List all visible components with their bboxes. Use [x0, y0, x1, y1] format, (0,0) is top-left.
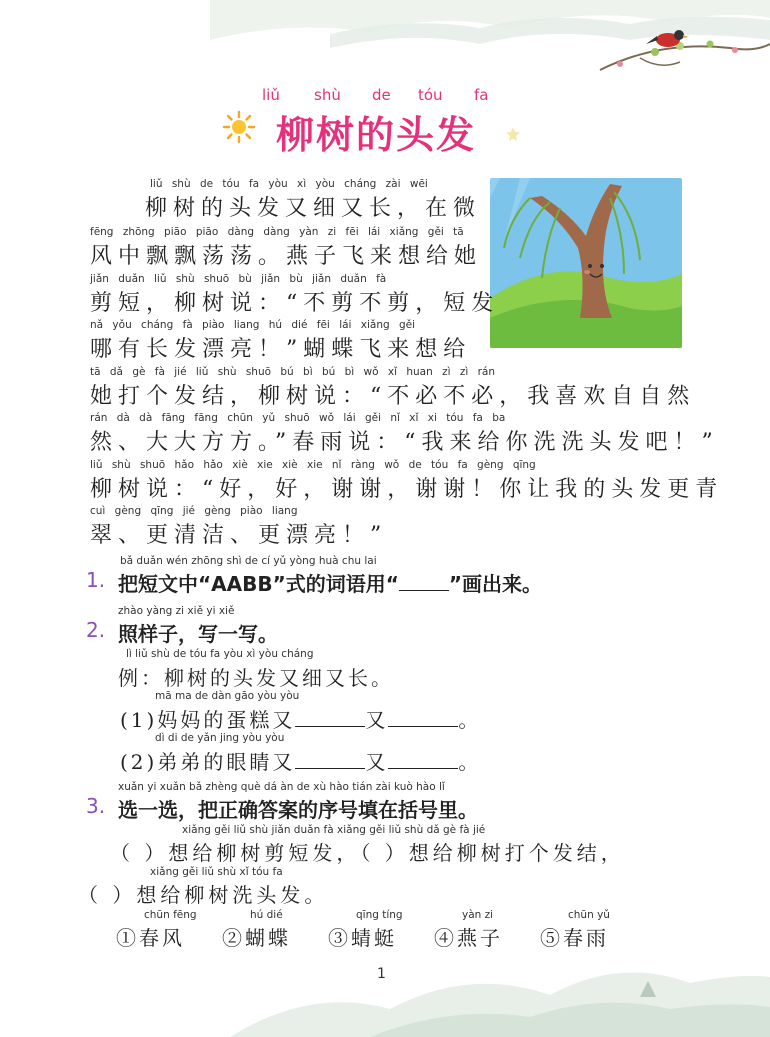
q2-item2-blank2[interactable] — [388, 768, 458, 769]
q2-pinyin: zhào yàng zi xiě yi xiě — [118, 605, 235, 617]
willow-tree-illustration — [490, 178, 682, 348]
q2-item2-pinyin: dì di de yǎn jing yòu yòu — [155, 732, 285, 744]
star-icon — [505, 126, 521, 142]
option-pinyin: chūn fēng — [144, 909, 197, 921]
q2-example-pinyin: lì liǔ shù de tóu fa yòu xì yòu cháng — [126, 648, 314, 660]
answer-option[interactable]: ③蜻蜓 — [328, 926, 397, 950]
passage-line-text: 剪短，柳树说：“不剪不剪，短发 — [90, 291, 500, 316]
passage-line-pinyin: tā dǎ gè fà jié liǔ shù shuō bú bì bú bì wǒ xǐ huan zì zì rán — [90, 366, 496, 378]
passage-line-pinyin: fēng zhōng piāo piāo dàng dàng yàn zi fēi lái xiǎng gěi tā — [90, 226, 464, 238]
ink-landscape-decoration — [210, 0, 770, 110]
answer-option[interactable]: ④燕子 — [434, 926, 503, 950]
answer-option[interactable]: ①春风 — [116, 926, 185, 950]
passage-line-pinyin: jiǎn duǎn liǔ shù shuō bù jiǎn bù jiǎn duǎn fà — [90, 273, 387, 285]
q2-item1: (1)妈妈的蛋糕又 又 。 — [120, 708, 482, 732]
passage-line-pinyin: cuì gèng qīng jié gèng piào liang — [90, 505, 298, 517]
q1-blank[interactable] — [399, 590, 449, 591]
option-pinyin: yàn zi — [462, 909, 494, 921]
passage-line-text: 柳树的头发又细又长，在微 — [145, 196, 482, 221]
sun-icon — [222, 110, 256, 144]
q2-item2: (2)弟弟的眼睛又 又 。 — [120, 750, 482, 774]
q2-text: 照样子，写一写。 — [118, 622, 278, 646]
passage-line-pinyin: liǔ shù de tóu fa yòu xì yòu cháng zài wēi — [150, 178, 428, 190]
q3-pinyin: xuǎn yi xuǎn bǎ zhèng què dá àn de xù hào tián zài kuò hào lǐ — [118, 781, 445, 793]
q3-line2-pinyin: xiǎng gěi liǔ shù xǐ tóu fa — [150, 866, 283, 878]
q3-line2: （ ）想给柳树洗头发。 — [78, 883, 329, 907]
option-pinyin: qīng tíng — [356, 909, 403, 921]
passage-line-pinyin: rán dà dà fāng fāng chūn yǔ shuō wǒ lái gěi nǐ xǐ xi tóu fa ba — [90, 412, 506, 424]
q2-example: 例：柳树的头发又细又长。 — [118, 666, 394, 690]
q3-line1: （ ）想给柳树剪短发，（ ）想给柳树打个发结， — [110, 841, 625, 865]
passage-line-text: 翠、更清洁、更漂亮！” — [90, 523, 388, 548]
option-pinyin: chūn yǔ — [568, 909, 610, 921]
q3-line1-pinyin: xiǎng gěi liǔ shù jiǎn duǎn fà xiǎng gěi liǔ shù dǎ gè fà jié — [182, 824, 486, 836]
q2-item1-blank2[interactable] — [388, 726, 458, 727]
page-title: 柳树的头发 — [276, 113, 477, 157]
passage-line-text: 哪有长发漂亮！”蝴蝶飞来想给 — [90, 337, 472, 362]
option-pinyin: hú dié — [250, 909, 283, 921]
passage-line-text: 风中飘飘荡荡。燕子飞来想给她 — [90, 244, 483, 269]
q2-item2-blank1[interactable] — [295, 768, 365, 769]
q2-item1-pinyin: mā ma de dàn gāo yòu yòu — [155, 690, 300, 702]
q2-number: 2. — [86, 618, 106, 642]
ink-mountain-decoration — [170, 917, 770, 1037]
q3-text: 选一选，把正确答案的序号填在括号里。 — [118, 798, 478, 822]
passage-line-text: 然、大大方方。”春雨说：“我来给你洗洗头发吧！” — [90, 430, 719, 455]
q1-number: 1. — [86, 568, 106, 592]
passage-line-pinyin: nǎ yǒu cháng fà piào liang hú dié fēi lái xiǎng gěi — [90, 319, 416, 331]
passage-line-text: 她打个发结，柳树说：“不必不必，我喜欢自自然 — [90, 384, 696, 409]
q1-text: 把短文中“AABB”式的词语用“ ”画出来。 — [118, 572, 543, 596]
answer-option[interactable]: ⑤春雨 — [540, 926, 609, 950]
q3-number: 3. — [86, 794, 106, 818]
passage-line-text: 柳树说：“好，好，谢谢，谢谢！你让我的头发更青 — [90, 477, 724, 502]
page-number: 1 — [377, 966, 386, 982]
q2-item1-blank1[interactable] — [295, 726, 365, 727]
q1-pinyin: bǎ duǎn wén zhōng shì de cí yǔ yòng huà chu lai — [120, 555, 377, 567]
answer-option[interactable]: ②蝴蝶 — [222, 926, 291, 950]
passage-line-pinyin: liǔ shù shuō hǎo hǎo xiè xie xiè xie nǐ ràng wǒ de tóu fa gèng qīng — [90, 459, 536, 471]
